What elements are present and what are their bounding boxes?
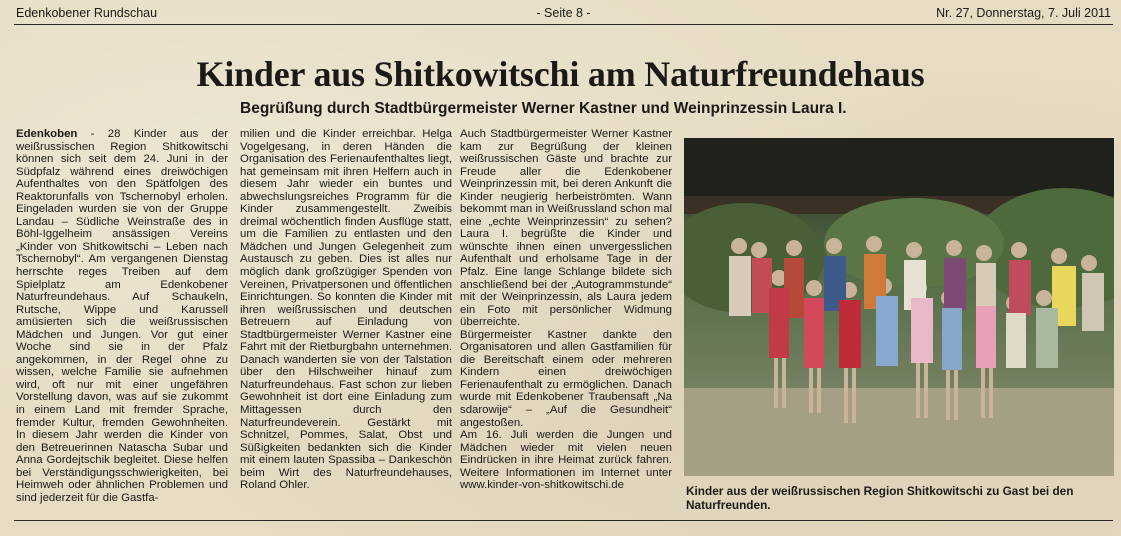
article-column-2 — [240, 128, 452, 492]
article-column-1 — [16, 128, 228, 504]
column-1-text: - 28 Kinder aus der weißrussischen Region Shitkowitschi können sich seit dem 24. Juni in der Südpfalz während eines dreiwöchigen Aufenthaltes von den Spätfolgen des Reaktorunfalls von Tschernobyl erholen. Eingeladen wurden sie von der Gruppe Landau – Südliche Weinstraße des in Böhl-Iggelheim ansässigen Vereins „Kinder von Shitkowitschi – Leben nach Tschernobyl“. Am vergangenen Dienstag herrschte reges Treiben auf dem Spielplatz am Edenkobener Naturfreundehaus. Auf Schaukeln, Rutsche, Wippe und Karussell amüsierten sich die weißrussischen Mädchen und Jungen. Vor gut einer Woche sind sie in der Pfalz angekommen, in der Regel ohne zu wissen, welche Familie sie aufnehmen wird, oft nur mit einer ungefähren Vorstellung davon, was auf sie zukommt in einem Land mit fremder Sprache, fremder Kultur, fremden Gewohnheiten. In diesem Jahr werden die Kinder von den Betreuerinnen Natascha Subar und Anna Gordejtschik begleitet. Diese helfen bei Verständigungsschwierigkeiten, bei Heimweh oder ähnlichen Problemen und sind jederzeit für die Gastfa- — [16, 128, 228, 504]
group-photo-image — [684, 138, 1114, 476]
subheadline: Begrüßung durch Stadtbürgermeister Werner Kastner und Weinprinzessin Laura I. — [240, 100, 847, 117]
column-3-text-3: Am 16. Juli werden die Jungen und Mädchen wieder mit vielen neuen Eindrücken in ihre Heimat zurück fahren. Weitere Informationen im Internet unter www.kinder-von-shitkowitschi.de — [460, 429, 672, 492]
column-3-text-2: Bürgermeister Kastner dankte den Organisatoren und allen Gastfamilien für die Bereitschaft einem oder mehreren Kindern einen dreiwöchigen Ferienaufenthalt zu ermöglichen. Danach wurde mit Edenkobener Traubensaft „Na sdarowije“ – „Auf die Gesundheit“ angestoßen. — [460, 328, 672, 429]
dateline: Edenkoben — [16, 128, 78, 140]
column-2-text: milien und die Kinder erreichbar. Helga Vogelgesang, in deren Händen die Organisation des Ferienaufenthaltes liegt, hat gemeinsam mit ihren Helfern auch in diesem Jahr wieder ein buntes und abwechslungsreiches Programm für die Kinder zusammengestellt. Zweibis dreimal wöchentlich finden Ausflüge statt, um die Familien zu entlasten und den Mädchen und Jungen Gelegenheit zum Austausch zu geben. Dies ist alles nur möglich dank großzügiger Spenden von Vereinen, Privatpersonen und öffentlichen Einrichtungen. So konnten die Kinder mit ihren weißrussischen und deutschen Betreuern auf Einladung von Stadtbürgermeister Werner Kastner eine Fahrt mit der Rietburgbahn unternehmen. Danach wanderten sie von der Talstation über den Hilschweiher hinauf zum Naturfreundehaus. Fast schon zur lieben Gewohnheit ist dort eine Einladung zum Mittagessen durch den Naturfreundeverein. Gestärkt mit Schnitzel, Pommes, Salat, Obst und Süßigkeiten bedankten sich die Kinder mit einem lauten Spassiba – Dankeschön beim Wirt des Naturfreundehauses, Roland Ohler. — [240, 128, 452, 492]
footer-rule — [14, 520, 1113, 521]
column-3-text: Auch Stadtbürgermeister Werner Kastner kam zur Begrüßung der kleinen weißrussischen Gäste und brachte zur Freude aller die Edenkobener Weinprinzessin mit, bei deren Ankunft die Kinder neugierig herbeiströmten. Wann bekommt man in Weißrussland schon mal eine „echte Weinprinzessin“ zu sehen? Laura I. begrüßte die Kinder und wünschte ihnen einen unvergesslichen Aufenthalt und erholsame Tage in der Pfalz. Eine lange Schlange bildete sich anschließend bei der „Autogrammstunde“ mit der Weinprinzessin, als Laura jedem ein Foto mit persönlicher Widmung überreichte. — [460, 128, 672, 329]
newspaper-name: Edenkobener Rundschau — [16, 6, 158, 20]
header-rule — [14, 24, 1113, 25]
issue-date: Nr. 27, Donnerstag, 7. Juli 2011 — [936, 6, 1111, 20]
group-photo — [684, 138, 1114, 476]
article-column-3 — [460, 128, 672, 492]
headline: Kinder aus Shitkowitschi am Naturfreundehaus — [196, 54, 925, 94]
page-number: - Seite 8 - — [536, 6, 591, 20]
photo-caption: Kinder aus der weißrussischen Region Shitkowitschi zu Gast bei den Naturfreunden. — [686, 484, 1074, 512]
page-header — [14, 2, 1113, 24]
